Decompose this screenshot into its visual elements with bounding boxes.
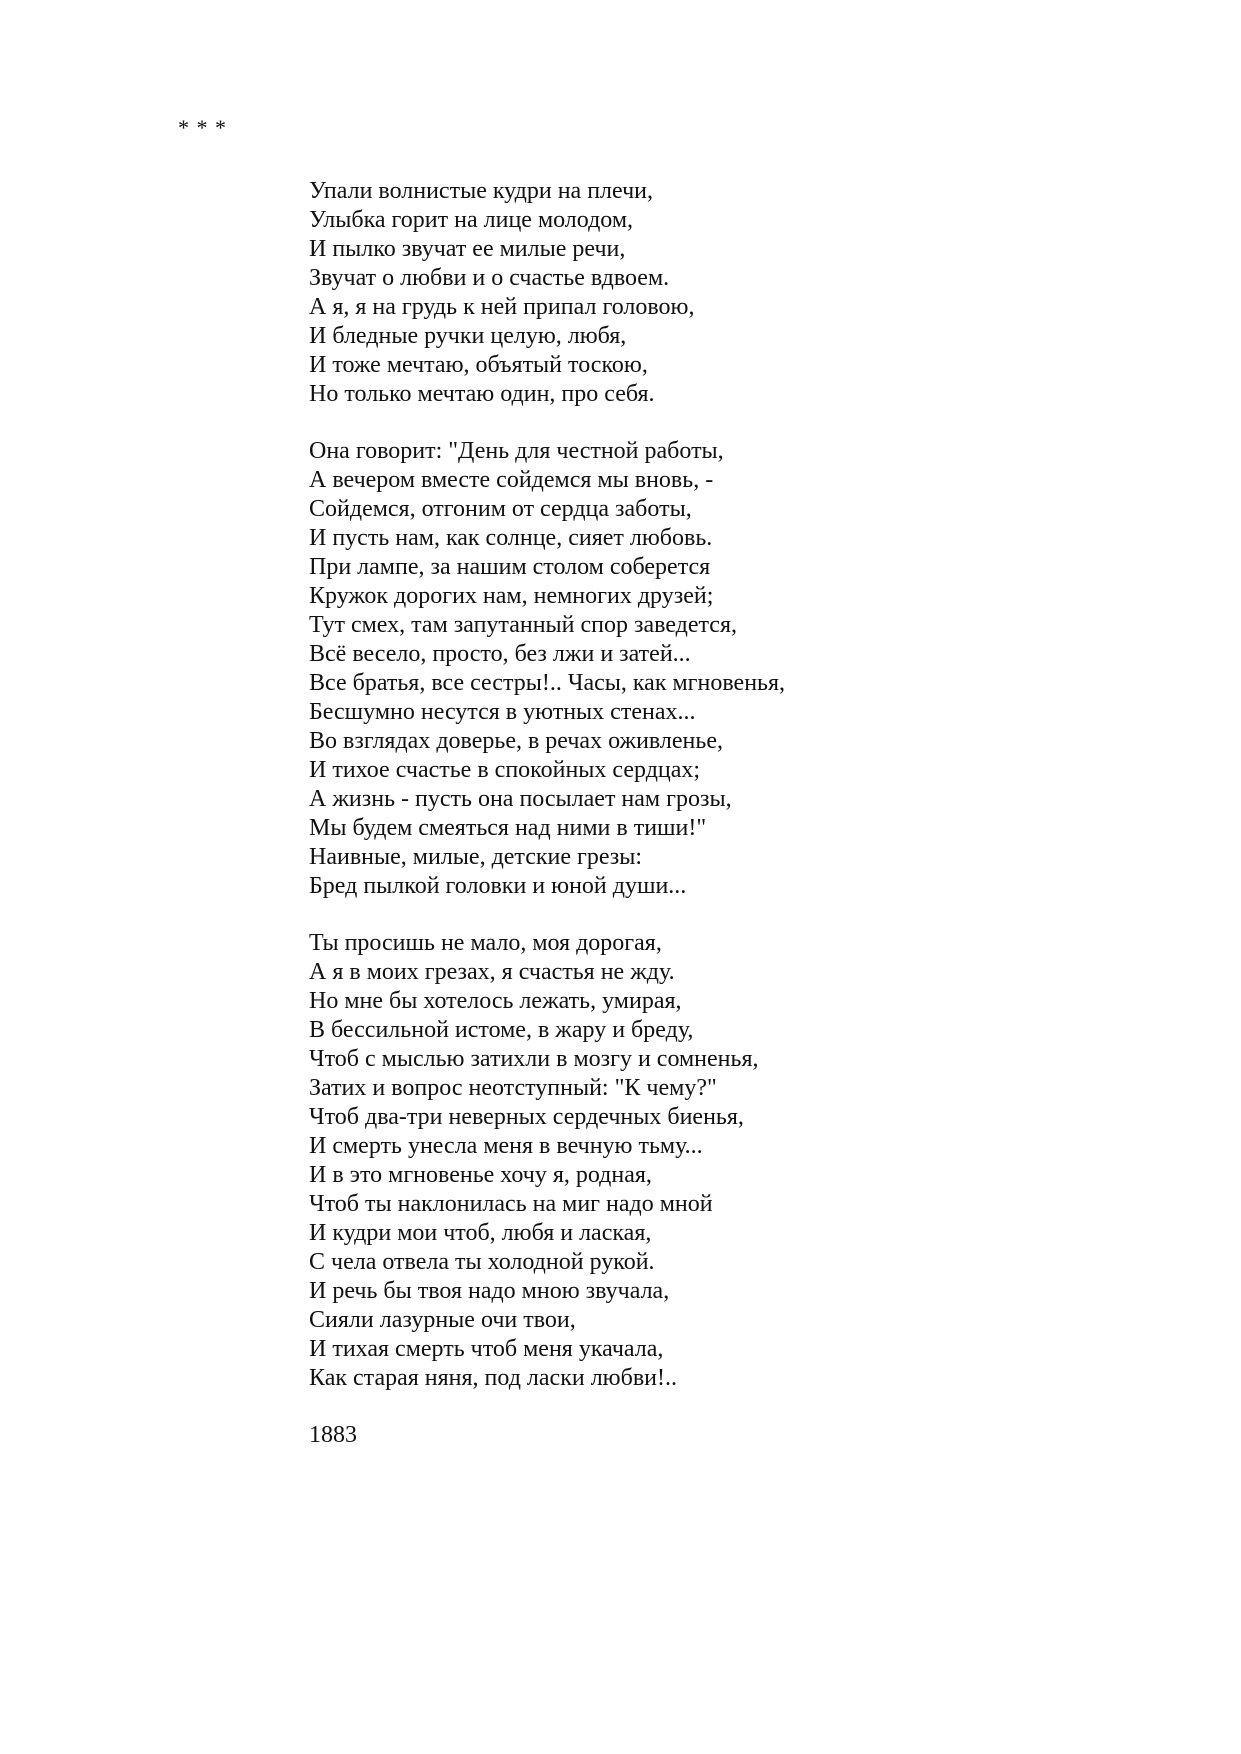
poem-line: Звучат о любви и о счастье вдвоем. xyxy=(309,265,670,291)
poem-line: В бессильной истоме, в жару и бреду, xyxy=(309,1017,694,1043)
poem-line: Наивные, милые, детские грезы: xyxy=(309,844,643,870)
poem-line: И смерть унесла меня в вечную тьму... xyxy=(309,1133,703,1159)
poem-line: И бледные ручки целую, любя, xyxy=(309,323,627,349)
poem-line: Во взглядах доверье, в речах оживленье, xyxy=(309,728,723,754)
poem-line: И пылко звучат ее милые речи, xyxy=(309,236,626,262)
poem-line: Сойдемся, отгоним от сердца заботы, xyxy=(309,496,692,522)
poem-line: А я в моих грезах, я счастья не жду. xyxy=(309,959,675,985)
poem-line: И тихая смерть чтоб меня укачала, xyxy=(309,1336,664,1362)
poem-line: Тут смех, там запутанный спор заведется, xyxy=(309,612,737,638)
poem-line: Мы будем смеяться над ними в тиши!" xyxy=(309,815,707,841)
poem xyxy=(309,177,1189,1450)
poem-line: Бесшумно несутся в уютных стенах... xyxy=(309,699,696,725)
poem-line: С чела отвела ты холодной рукой. xyxy=(309,1249,655,1275)
poem-line: И пусть нам, как солнце, сияет любовь. xyxy=(309,525,713,551)
poem-line: Сияли лазурные очи твои, xyxy=(309,1307,576,1333)
poem-line: Улыбка горит на лице молодом, xyxy=(309,207,634,233)
poem-line: Ты просишь не мало, моя дорогая, xyxy=(309,930,662,956)
poem-line: Чтоб ты наклонилась на миг надо мной xyxy=(309,1191,713,1217)
poem-line: Затих и вопрос неотступный: "К чему?" xyxy=(309,1075,717,1101)
poem-line: Бред пылкой головки и юной души... xyxy=(309,873,687,899)
poem-line: При лампе, за нашим столом соберется xyxy=(309,554,711,580)
poem-line: Кружок дорогих нам, немногих друзей; xyxy=(309,583,714,609)
poem-line: Но только мечтаю один, про себя. xyxy=(309,381,655,407)
poem-line: И речь бы твоя надо мною звучала, xyxy=(309,1278,670,1304)
poem-line: Чтоб с мыслью затихли в мозгу и сомненья, xyxy=(309,1046,759,1072)
poem-line: А жизнь - пусть она посылает нам грозы, xyxy=(309,786,732,812)
poem-line: И кудри мои чтоб, любя и лаская, xyxy=(309,1220,652,1246)
stanza-1 xyxy=(309,177,1189,409)
poem-line: А вечером вместе сойдемся мы вновь, - xyxy=(309,467,714,493)
poem-line: А я, я на грудь к ней припал головою, xyxy=(309,294,695,320)
poem-line: И в это мгновенье хочу я, родная, xyxy=(309,1162,652,1188)
poem-line: И тихое счастье в спокойных сердцах; xyxy=(309,757,701,783)
poem-line: И тоже мечтаю, объятый тоскою, xyxy=(309,352,648,378)
poem-line: Чтоб два-три неверных сердечных биенья, xyxy=(309,1104,744,1130)
stanza-3 xyxy=(309,929,1189,1393)
poem-line: Но мне бы хотелось лежать, умирая, xyxy=(309,988,682,1014)
stanza-2 xyxy=(309,437,1189,901)
poem-line: Она говорит: "День для честной работы, xyxy=(309,438,724,464)
poem-line: Всё весело, просто, без лжи и затей... xyxy=(309,641,691,667)
poem-line: Как старая няня, под ласки любви!.. xyxy=(309,1365,677,1391)
poem-line: Упали волнистые кудри на плечи, xyxy=(309,178,653,204)
section-separator: * * * xyxy=(178,115,227,140)
poem-line: Все братья, все сестры!.. Часы, как мгновенья, xyxy=(309,670,786,696)
poem-year: 1883 xyxy=(309,1422,357,1448)
